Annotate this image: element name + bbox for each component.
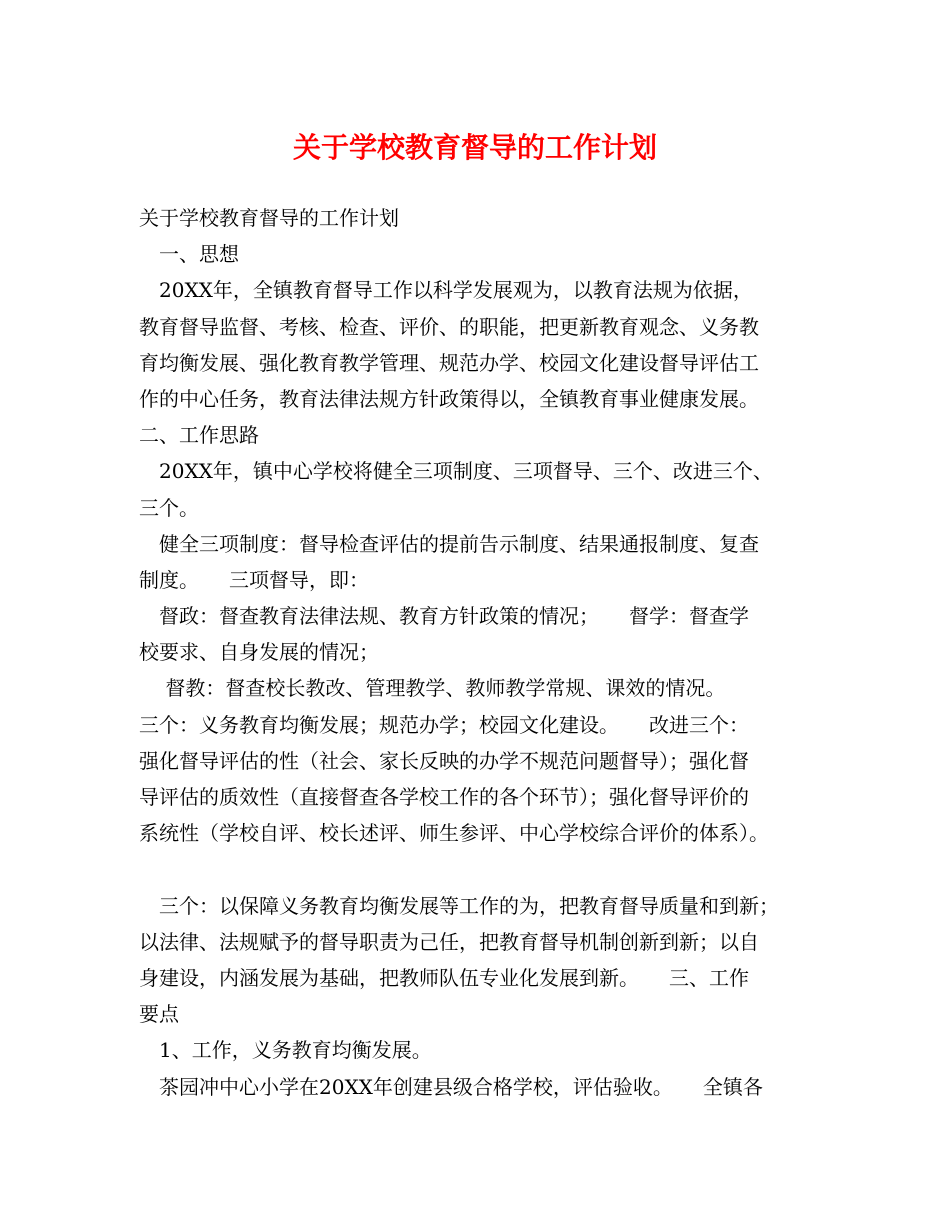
paragraph-line: 关于学校教育督导的工作计划 bbox=[139, 206, 399, 230]
paragraph-line: 身建设，内涵发展为基础，把教师队伍专业化发展到新。 三、工作 bbox=[139, 965, 749, 990]
paragraph-line: 20XX年，镇中心学校将健全三项制度、三项督导、三个、改进三个、 bbox=[139, 459, 773, 484]
paragraph-line: 系统性（学校自评、校长述评、师生参评、中心学校综合评价的体系）。 bbox=[139, 821, 769, 846]
paragraph-line: 20XX年，全镇教育督导工作以科学发展观为，以教育法规为依据， bbox=[139, 278, 753, 303]
paragraph-line: 制度。 三项督导，即： bbox=[139, 567, 369, 592]
document-body bbox=[139, 200, 829, 1105]
paragraph-line: 作的中心任务，教育法律法规方针政策得以，全镇教育事业健康发展。 bbox=[139, 386, 759, 411]
paragraph-line: 三个：以保障义务教育均衡发展等工作的为，把教育督导质量和到新； bbox=[139, 893, 779, 918]
paragraph-line: 二、工作思路 bbox=[139, 423, 259, 448]
paragraph-line: 一、思想 bbox=[139, 242, 239, 267]
paragraph-line: 校要求、自身发展的情况； bbox=[139, 640, 379, 665]
document-title: 关于学校教育督导的工作计划 bbox=[292, 131, 657, 164]
paragraph-line: 要点 bbox=[139, 1002, 179, 1027]
paragraph-line: 三个：义务教育均衡发展；规范办学；校园文化建设。 改进三个： bbox=[139, 712, 749, 737]
paragraph-line: 育均衡发展、强化教育教学管理、规范办学、校园文化建设督导评估工 bbox=[139, 350, 759, 375]
blank-line bbox=[139, 851, 829, 887]
paragraph-line: 教育督导监督、考核、检查、评价、的职能，把更新教育观念、义务教 bbox=[139, 314, 759, 339]
paragraph-line: 以法律、法规赋予的督导职责为己任，把教育督导机制创新到新；以自 bbox=[139, 929, 759, 954]
paragraph-line: 健全三项制度：督导检查评估的提前告示制度、结果通报制度、复查 bbox=[139, 531, 759, 556]
paragraph-line: 督政：督查教育法律法规、教育方针政策的情况； 督学：督查学 bbox=[139, 604, 749, 629]
paragraph-line: 三个。 bbox=[139, 495, 199, 520]
paragraph-line: 督教：督查校长教改、管理教学、教师教学常规、课效的情况。 bbox=[139, 676, 726, 701]
paragraph-line: 导评估的质效性（直接督查各学校工作的各个环节）；强化督导评价的 bbox=[139, 785, 749, 809]
paragraph-line: 1、工作，义务教育均衡发展。 bbox=[139, 1038, 432, 1063]
paragraph-line: 强化督导评估的性（社会、家长反映的办学不规范问题督导）；强化督 bbox=[139, 748, 749, 773]
paragraph-line: 茶园冲中心小学在20XX年创建县级合格学校，评估验收。 全镇各 bbox=[139, 1074, 763, 1099]
